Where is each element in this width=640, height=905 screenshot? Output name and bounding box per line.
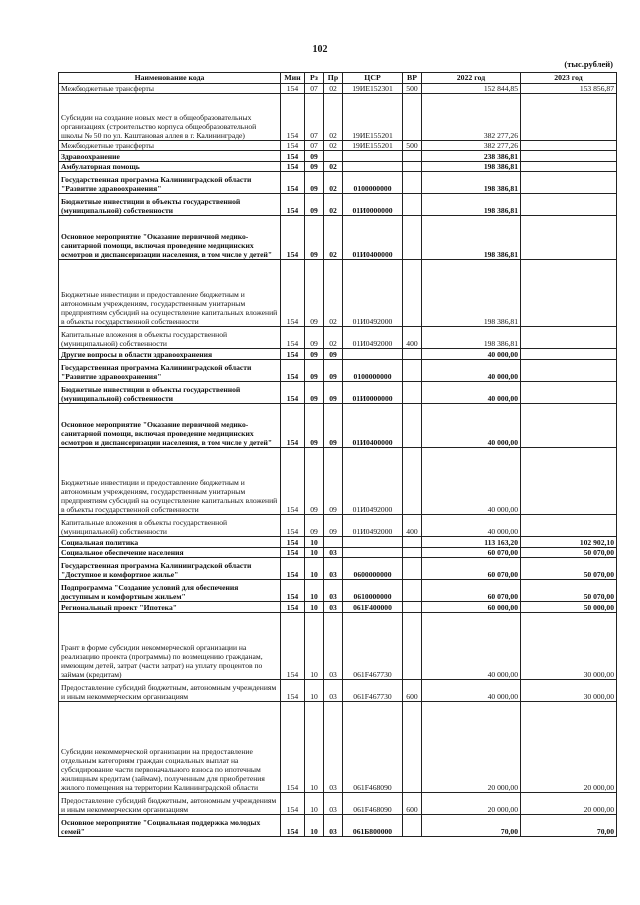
- row-csr: [343, 151, 403, 162]
- row-rz: 09: [305, 448, 324, 515]
- row-rz: 07: [305, 94, 324, 141]
- row-value-2022: 198 386,81: [422, 194, 521, 216]
- row-value-2022: 40 000,00: [422, 404, 521, 448]
- row-value-2023: [521, 404, 617, 448]
- table-row: [59, 702, 617, 793]
- row-csr: 19ИЕ152301: [343, 84, 403, 94]
- row-min: 154: [281, 580, 305, 602]
- row-name: Бюджетные инвестиции и предоставление бюджетным и автономным учреждениям, государственным унитарным предприятиям субсидий на осуществление капитальных вложений в объекты государственной собственности: [59, 448, 281, 515]
- row-value-2022: 60 070,00: [422, 558, 521, 580]
- row-rz: 07: [305, 141, 324, 151]
- row-value-2022: 382 277,26: [422, 94, 521, 141]
- row-vr: [403, 349, 422, 360]
- row-value-2022: 198 386,81: [422, 260, 521, 327]
- row-vr: [403, 260, 422, 327]
- row-csr: 061F468090: [343, 702, 403, 793]
- row-name: Основное мероприятие "Оказание первичной медико-санитарной помощи, включая проведение медицинских осмотров и диспансеризации населения, в том числе у детей": [59, 404, 281, 448]
- row-pr: 09: [324, 404, 343, 448]
- row-value-2022: 40 000,00: [422, 349, 521, 360]
- row-min: 154: [281, 194, 305, 216]
- row-vr: 600: [403, 680, 422, 702]
- units-label: (тыс.рублей): [564, 59, 613, 69]
- row-rz: 09: [305, 360, 324, 382]
- row-value-2022: 20 000,00: [422, 702, 521, 793]
- row-rz: 10: [305, 702, 324, 793]
- row-value-2023: 20 000,00: [521, 793, 617, 815]
- row-value-2023: [521, 94, 617, 141]
- header-vr: ВР: [403, 73, 422, 84]
- row-min: 154: [281, 537, 305, 548]
- table-row: [59, 260, 617, 327]
- row-min: 154: [281, 448, 305, 515]
- row-csr: 061F468090: [343, 793, 403, 815]
- row-min: 154: [281, 515, 305, 537]
- row-name: Капитальные вложения в объекты государственной (муниципальной) собственности: [59, 327, 281, 349]
- table-row: [59, 141, 617, 151]
- row-rz: 10: [305, 613, 324, 680]
- row-pr: 03: [324, 613, 343, 680]
- row-rz: 10: [305, 580, 324, 602]
- row-pr: [324, 537, 343, 548]
- row-name: Государственная программа Калининградской области "Развитие здравоохранения": [59, 172, 281, 194]
- row-vr: 400: [403, 515, 422, 537]
- row-name: Основное мероприятие "Социальная поддержка молодых семей": [59, 815, 281, 837]
- row-value-2023: [521, 360, 617, 382]
- row-value-2022: 238 386,81: [422, 151, 521, 162]
- row-name: Бюджетные инвестиции в объекты государственной (муниципальной) собственности: [59, 194, 281, 216]
- row-rz: 10: [305, 602, 324, 613]
- row-value-2023: 50 070,00: [521, 580, 617, 602]
- table-row: [59, 216, 617, 260]
- row-vr: [403, 172, 422, 194]
- row-min: 154: [281, 349, 305, 360]
- row-value-2022: 60 070,00: [422, 580, 521, 602]
- row-value-2023: [521, 194, 617, 216]
- table-row: [59, 537, 617, 548]
- header-name: Наименование кода: [59, 73, 281, 84]
- row-pr: 03: [324, 558, 343, 580]
- row-value-2023: 153 856,87: [521, 84, 617, 94]
- table-row: [59, 151, 617, 162]
- table-row: [59, 172, 617, 194]
- table-row: [59, 162, 617, 172]
- row-csr: 061F400000: [343, 602, 403, 613]
- row-value-2022: 152 844,85: [422, 84, 521, 94]
- row-min: 154: [281, 162, 305, 172]
- row-pr: 03: [324, 580, 343, 602]
- row-rz: 09: [305, 382, 324, 404]
- row-value-2023: [521, 172, 617, 194]
- row-value-2022: 198 386,81: [422, 162, 521, 172]
- row-value-2023: [521, 448, 617, 515]
- row-vr: 500: [403, 141, 422, 151]
- row-min: 154: [281, 360, 305, 382]
- row-vr: [403, 580, 422, 602]
- row-name: Грант в форме субсидии некоммерческой организации на реализацию проекта (программы) по возмещению гражданам, имеющим детей, затрат (части затрат) на уплату процентов по займам (кредитам): [59, 613, 281, 680]
- row-rz: 09: [305, 162, 324, 172]
- row-vr: [403, 537, 422, 548]
- row-name: Здравоохранение: [59, 151, 281, 162]
- row-name: Подпрограмма "Создание условий для обеспечения доступным и комфортным жильем": [59, 580, 281, 602]
- row-min: 154: [281, 613, 305, 680]
- table-row: [59, 515, 617, 537]
- row-name: Предоставление субсидий бюджетным, автономным учреждениям и иным некоммерческим организациям: [59, 793, 281, 815]
- row-name: Субсидии некоммерческой организации на предоставление отдельным категориям граждан социальных выплат на субсидирование части первоначального взноса по ипотечным жилищным кредитам (займам), полученным для приобретения жилого помещения на территории Калининградской области: [59, 702, 281, 793]
- row-min: 154: [281, 793, 305, 815]
- row-value-2022: 40 000,00: [422, 515, 521, 537]
- row-name: Предоставление субсидий бюджетным, автономным учреждениям и иным некоммерческим организациям: [59, 680, 281, 702]
- row-min: 154: [281, 84, 305, 94]
- row-min: 154: [281, 702, 305, 793]
- row-value-2023: 70,00: [521, 815, 617, 837]
- row-name: Бюджетные инвестиции и предоставление бюджетным и автономным учреждениям, государственным унитарным предприятиям субсидий на осуществление капитальных вложений в объекты государственной собственности: [59, 260, 281, 327]
- row-name: Межбюджетные трансферты: [59, 84, 281, 94]
- row-csr: 0600000000: [343, 558, 403, 580]
- row-name: Государственная программа Калининградской области "Развитие здравоохранения": [59, 360, 281, 382]
- header-2023: 2023 год: [521, 73, 617, 84]
- row-csr: 01И0492000: [343, 515, 403, 537]
- row-pr: 09: [324, 448, 343, 515]
- row-value-2022: 40 000,00: [422, 448, 521, 515]
- row-rz: 09: [305, 172, 324, 194]
- row-pr: 02: [324, 327, 343, 349]
- table-row: [59, 558, 617, 580]
- row-vr: [403, 602, 422, 613]
- row-pr: 02: [324, 162, 343, 172]
- row-vr: [403, 815, 422, 837]
- table-row: [59, 404, 617, 448]
- table-row: [59, 327, 617, 349]
- row-value-2022: 198 386,81: [422, 172, 521, 194]
- row-name: Амбулаторная помощь: [59, 162, 281, 172]
- row-vr: [403, 558, 422, 580]
- row-csr: [343, 162, 403, 172]
- row-min: 154: [281, 404, 305, 448]
- row-min: 154: [281, 327, 305, 349]
- row-rz: 10: [305, 680, 324, 702]
- row-csr: 061F467730: [343, 613, 403, 680]
- row-rz: 09: [305, 216, 324, 260]
- row-rz: 09: [305, 260, 324, 327]
- row-csr: [343, 548, 403, 558]
- row-value-2023: [521, 515, 617, 537]
- row-pr: 03: [324, 602, 343, 613]
- row-vr: [403, 548, 422, 558]
- row-pr: 09: [324, 515, 343, 537]
- row-csr: 01И0492000: [343, 260, 403, 327]
- row-min: 154: [281, 141, 305, 151]
- row-pr: 02: [324, 172, 343, 194]
- row-csr: 0100000000: [343, 360, 403, 382]
- row-value-2022: 60 070,00: [422, 548, 521, 558]
- row-value-2023: [521, 141, 617, 151]
- row-pr: 02: [324, 260, 343, 327]
- table-row: [59, 194, 617, 216]
- row-csr: 01И0400000: [343, 216, 403, 260]
- row-min: 154: [281, 172, 305, 194]
- budget-table: [58, 72, 617, 837]
- table-row: [59, 448, 617, 515]
- row-value-2022: 70,00: [422, 815, 521, 837]
- row-pr: 02: [324, 216, 343, 260]
- row-min: 154: [281, 151, 305, 162]
- row-value-2022: 40 000,00: [422, 680, 521, 702]
- row-rz: 07: [305, 84, 324, 94]
- row-pr: 03: [324, 815, 343, 837]
- header-rz: Рз: [305, 73, 324, 84]
- row-csr: 01И0492000: [343, 448, 403, 515]
- row-value-2022: 40 000,00: [422, 613, 521, 680]
- row-rz: 09: [305, 349, 324, 360]
- table-row: [59, 580, 617, 602]
- row-value-2023: [521, 216, 617, 260]
- page-number: 102: [312, 44, 328, 55]
- row-value-2023: 102 902,10: [521, 537, 617, 548]
- row-csr: 01И0400000: [343, 404, 403, 448]
- row-csr: 01И0000000: [343, 194, 403, 216]
- row-min: 154: [281, 382, 305, 404]
- table-row: [59, 84, 617, 94]
- row-value-2022: 40 000,00: [422, 382, 521, 404]
- table-row: [59, 349, 617, 360]
- row-value-2023: 50 070,00: [521, 548, 617, 558]
- row-pr: 03: [324, 793, 343, 815]
- row-min: 154: [281, 815, 305, 837]
- row-csr: 0100000000: [343, 172, 403, 194]
- row-min: 154: [281, 548, 305, 558]
- row-min: 154: [281, 602, 305, 613]
- row-csr: [343, 349, 403, 360]
- header-2022: 2022 год: [422, 73, 521, 84]
- row-pr: 03: [324, 680, 343, 702]
- row-vr: 500: [403, 84, 422, 94]
- row-value-2023: 30 000,00: [521, 680, 617, 702]
- row-value-2023: [521, 260, 617, 327]
- row-vr: [403, 216, 422, 260]
- row-pr: 09: [324, 360, 343, 382]
- row-csr: 01И0492000: [343, 327, 403, 349]
- row-pr: 02: [324, 141, 343, 151]
- row-name: Межбюджетные трансферты: [59, 141, 281, 151]
- row-vr: [403, 194, 422, 216]
- table-row: [59, 548, 617, 558]
- row-value-2022: 198 386,81: [422, 327, 521, 349]
- table-row: [59, 815, 617, 837]
- row-vr: [403, 94, 422, 141]
- row-name: Капитальные вложения в объекты государственной (муниципальной) собственности: [59, 515, 281, 537]
- header-csr: ЦСР: [343, 73, 403, 84]
- row-value-2023: 20 000,00: [521, 702, 617, 793]
- row-pr: 03: [324, 702, 343, 793]
- row-rz: 09: [305, 327, 324, 349]
- row-min: 154: [281, 680, 305, 702]
- row-name: Региональный проект "Ипотека": [59, 602, 281, 613]
- table-row: [59, 94, 617, 141]
- row-name: Социальная политика: [59, 537, 281, 548]
- row-name: Основное мероприятие "Оказание первичной медико-санитарной помощи, включая проведение медицинских осмотров и диспансеризации населения, в том числе у детей": [59, 216, 281, 260]
- row-value-2023: [521, 349, 617, 360]
- table-row: [59, 793, 617, 815]
- row-csr: 0610000000: [343, 580, 403, 602]
- header-min: Мин: [281, 73, 305, 84]
- row-value-2023: [521, 327, 617, 349]
- row-vr: [403, 448, 422, 515]
- row-name: Субсидии на создание новых мест в общеобразовательных организациях (строительство корпуса общеобразовательной школы № 50 по ул. Каштановая аллея в г. Калининграде): [59, 94, 281, 141]
- row-min: 154: [281, 558, 305, 580]
- row-name: Другие вопросы в области здравоохранения: [59, 349, 281, 360]
- row-csr: 061F467730: [343, 680, 403, 702]
- table-row: [59, 360, 617, 382]
- row-min: 154: [281, 94, 305, 141]
- row-name: Социальное обеспечение населения: [59, 548, 281, 558]
- row-csr: 01И0000000: [343, 382, 403, 404]
- table-row: [59, 613, 617, 680]
- table-row: [59, 382, 617, 404]
- row-rz: 09: [305, 151, 324, 162]
- row-vr: [403, 360, 422, 382]
- row-vr: 400: [403, 327, 422, 349]
- row-name: Государственная программа Калининградской области "Доступное и комфортное жилье": [59, 558, 281, 580]
- row-value-2022: 382 277,26: [422, 141, 521, 151]
- row-rz: 09: [305, 194, 324, 216]
- row-value-2022: 40 000,00: [422, 360, 521, 382]
- row-rz: 10: [305, 558, 324, 580]
- row-min: 154: [281, 260, 305, 327]
- row-value-2023: [521, 162, 617, 172]
- row-rz: 10: [305, 815, 324, 837]
- row-csr: 19ИЕ155201: [343, 141, 403, 151]
- row-value-2022: 20 000,00: [422, 793, 521, 815]
- row-rz: 10: [305, 793, 324, 815]
- row-rz: 09: [305, 515, 324, 537]
- row-vr: [403, 382, 422, 404]
- header-pr: Пр: [324, 73, 343, 84]
- row-csr: 19ИЕ155201: [343, 94, 403, 141]
- row-vr: [403, 162, 422, 172]
- row-csr: [343, 537, 403, 548]
- row-vr: [403, 613, 422, 680]
- row-pr: [324, 151, 343, 162]
- row-pr: 02: [324, 94, 343, 141]
- row-csr: 061Б800000: [343, 815, 403, 837]
- row-value-2023: 30 000,00: [521, 613, 617, 680]
- row-value-2023: 50 000,00: [521, 602, 617, 613]
- row-vr: [403, 151, 422, 162]
- row-value-2022: 198 386,81: [422, 216, 521, 260]
- row-pr: 02: [324, 194, 343, 216]
- row-rz: 09: [305, 404, 324, 448]
- row-name: Бюджетные инвестиции в объекты государственной (муниципальной) собственности: [59, 382, 281, 404]
- row-pr: 02: [324, 84, 343, 94]
- row-pr: 03: [324, 548, 343, 558]
- row-vr: [403, 702, 422, 793]
- row-rz: 10: [305, 537, 324, 548]
- row-value-2023: 50 070,00: [521, 558, 617, 580]
- row-min: 154: [281, 216, 305, 260]
- row-value-2023: [521, 382, 617, 404]
- row-pr: 09: [324, 349, 343, 360]
- table-row: [59, 680, 617, 702]
- row-pr: 09: [324, 382, 343, 404]
- row-vr: 600: [403, 793, 422, 815]
- row-value-2022: 113 163,20: [422, 537, 521, 548]
- table-row: [59, 602, 617, 613]
- row-value-2022: 60 000,00: [422, 602, 521, 613]
- row-value-2023: [521, 151, 617, 162]
- table-header-row: [59, 73, 617, 84]
- row-rz: 10: [305, 548, 324, 558]
- row-vr: [403, 404, 422, 448]
